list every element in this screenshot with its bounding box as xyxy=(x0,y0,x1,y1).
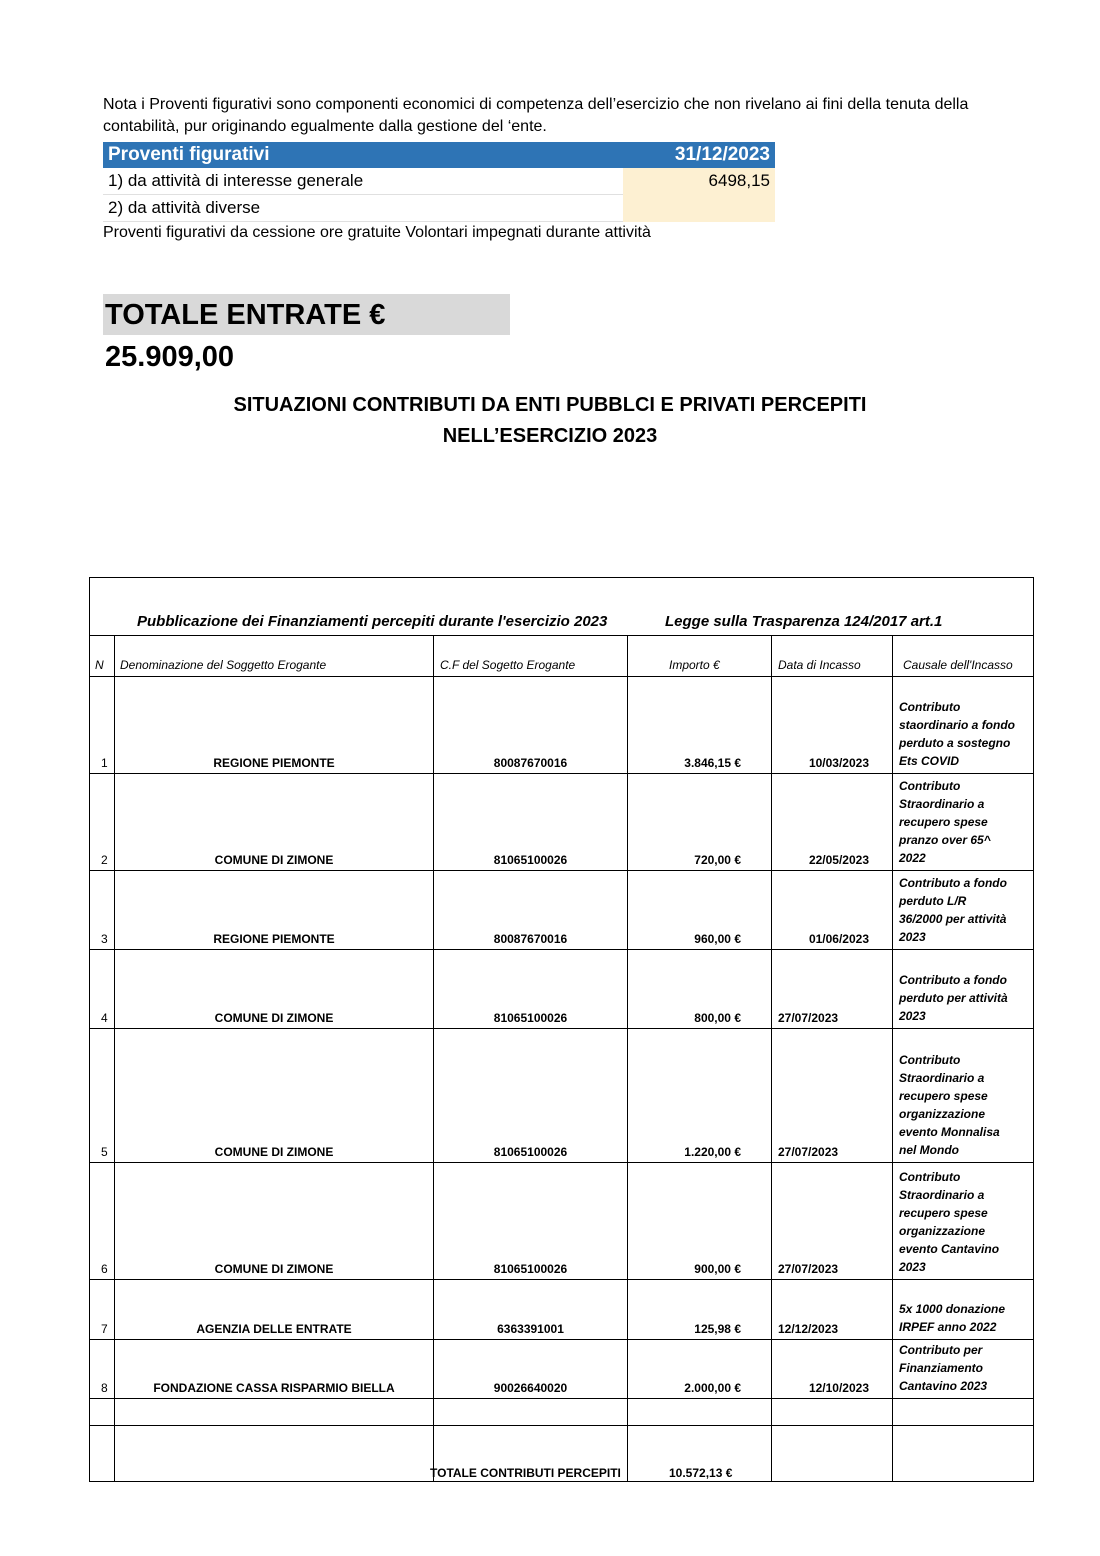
causale-line: recupero spese xyxy=(899,815,988,829)
causale-line: Ets COVID xyxy=(899,754,960,768)
row-causale xyxy=(899,1341,1031,1395)
col-header-causale: Causale dell'Incasso xyxy=(903,658,1013,672)
causale-line: recupero spese xyxy=(899,1089,988,1103)
causale-line: organizzazione xyxy=(899,1107,986,1121)
row-date: 22/05/2023 xyxy=(808,853,869,867)
row-name: COMUNE DI ZIMONE xyxy=(214,1011,334,1025)
causale-line: staordinario a fondo xyxy=(899,718,1016,732)
causale-line: Straordinario a xyxy=(899,1188,985,1202)
proventi-date: 31/12/2023 xyxy=(623,142,775,168)
row-date: 01/06/2023 xyxy=(808,932,869,946)
table-title: Pubblicazione dei Finanziamenti percepiti durante l'esercizio 2023 xyxy=(137,613,608,630)
causale-line: Straordinario a xyxy=(899,797,985,811)
row-causale xyxy=(899,1051,1031,1159)
row-number: 4 xyxy=(101,1011,108,1025)
total-label: TOTALE CONTRIBUTI PERCEPITI xyxy=(430,1466,621,1480)
proventi-row-label: 1) da attività di interesse generale xyxy=(103,168,623,195)
causale-line: evento Monnalisa xyxy=(899,1125,1000,1139)
causale-line: pranzo over 65^ xyxy=(899,833,991,847)
row-name: FONDAZIONE CASSA RISPARMIO BIELLA xyxy=(153,1381,395,1395)
row-date: 27/07/2023 xyxy=(778,1011,839,1025)
row-cf: 81065100026 xyxy=(493,1145,568,1159)
row-amount: 720,00 € xyxy=(694,853,741,867)
total-value: 10.572,13 € xyxy=(669,1466,733,1480)
causale-line: Contributo xyxy=(899,700,961,714)
row-causale xyxy=(899,971,1031,1025)
col-header-cf: C.F del Sogetto Erogante xyxy=(440,658,576,672)
row-cf: 80087670016 xyxy=(493,932,568,946)
row-date: 12/10/2023 xyxy=(808,1381,869,1395)
row-amount: 800,00 € xyxy=(694,1011,741,1025)
row-name: COMUNE DI ZIMONE xyxy=(214,853,334,867)
proventi-header: Proventi figurativi xyxy=(103,142,623,168)
causale-line: perduto per attività xyxy=(899,991,1008,1005)
row-date: 27/07/2023 xyxy=(778,1262,839,1276)
causale-line: perduto L/R xyxy=(899,894,967,908)
row-date: 12/12/2023 xyxy=(778,1322,839,1336)
row-name: REGIONE PIEMONTE xyxy=(213,756,335,770)
row-cf: 81065100026 xyxy=(493,1011,568,1025)
row-number: 6 xyxy=(101,1262,108,1276)
causale-line: Contributo xyxy=(899,1053,961,1067)
proventi-figurativi-table xyxy=(103,142,775,222)
causale-line: Contributo per xyxy=(899,1343,983,1357)
causale-line: Contributo xyxy=(899,1170,961,1184)
row-name: COMUNE DI ZIMONE xyxy=(214,1262,334,1276)
row-number: 7 xyxy=(101,1322,108,1336)
row-number: 2 xyxy=(101,853,108,867)
causale-line: Contributo a fondo xyxy=(899,876,1007,890)
causale-line: evento Cantavino xyxy=(899,1242,1000,1256)
proventi-footer: Proventi figurativi da cessione ore gratuite Volontari impegnati durante attività xyxy=(103,224,651,241)
causale-line: nel Mondo xyxy=(899,1143,959,1157)
section-heading: SITUAZIONI CONTRIBUTI DA ENTI PUBBLCI E PRIVATI PERCEPITI xyxy=(233,394,867,416)
row-amount: 960,00 € xyxy=(694,932,741,946)
table-law: Legge sulla Trasparenza 124/2017 art.1 xyxy=(665,613,943,630)
table-rule xyxy=(892,635,893,1482)
col-header-amount: Importo € xyxy=(669,658,720,672)
causale-line: Contributo a fondo xyxy=(899,973,1007,987)
row-amount: 1.220,00 € xyxy=(684,1145,741,1159)
causale-line: 2023 xyxy=(899,1009,926,1023)
row-amount: 2.000,00 € xyxy=(684,1381,741,1395)
row-amount: 3.846,15 € xyxy=(684,756,741,770)
proventi-row-value: 6498,15 xyxy=(623,168,775,195)
causale-line: Finanziamento xyxy=(899,1361,984,1375)
causale-line: 2022 xyxy=(899,851,926,865)
col-header-date: Data di Incasso xyxy=(778,658,861,672)
row-cf: 6363391001 xyxy=(497,1322,564,1336)
section-heading-line2: NELL’ESERCIZIO 2023 xyxy=(442,425,658,447)
row-causale xyxy=(899,698,1031,770)
row-date: 27/07/2023 xyxy=(778,1145,839,1159)
row-cf: 81065100026 xyxy=(493,1262,568,1276)
row-number: 3 xyxy=(101,932,108,946)
causale-line: perduto a sostegno xyxy=(899,736,1011,750)
row-number: 5 xyxy=(101,1145,108,1159)
causale-line: IRPEF anno 2022 xyxy=(899,1320,997,1334)
row-amount: 900,00 € xyxy=(694,1262,741,1276)
causale-line: organizzazione xyxy=(899,1224,986,1238)
col-header-name: Denominazione del Soggetto Erogante xyxy=(120,658,327,672)
col-header-n: N xyxy=(95,658,104,672)
row-date: 10/03/2023 xyxy=(808,756,869,770)
row-causale xyxy=(899,1168,1031,1276)
row-name: REGIONE PIEMONTE xyxy=(213,932,335,946)
causale-line: 5x 1000 donazione xyxy=(899,1302,1006,1316)
row-cf: 90026640020 xyxy=(493,1381,568,1395)
causale-line: 36/2000 per attività xyxy=(899,912,1007,926)
row-number: 1 xyxy=(101,756,108,770)
row-cf: 81065100026 xyxy=(493,853,568,867)
row-name: COMUNE DI ZIMONE xyxy=(214,1145,334,1159)
totale-entrate: TOTALE ENTRATE € 25.909,00 xyxy=(103,294,510,335)
causale-line: Contributo xyxy=(899,779,961,793)
causale-line: Straordinario a xyxy=(899,1071,985,1085)
row-cf: 80087670016 xyxy=(493,756,568,770)
causale-line: Cantavino 2023 xyxy=(899,1379,988,1393)
proventi-row-label: 2) da attività diverse xyxy=(103,195,623,222)
row-name: AGENZIA DELLE ENTRATE xyxy=(196,1322,352,1336)
row-causale xyxy=(899,777,1031,867)
row-causale xyxy=(899,874,1031,946)
note-text: Nota i Proventi figurativi sono componenti economici di competenza dell’esercizio che non rivelano ai fini della tenuta della contabilità, pur originando egualmente dalla gestione del ‘ente. xyxy=(103,96,969,135)
row-causale xyxy=(899,1300,1031,1336)
proventi-row-value xyxy=(623,195,775,222)
causale-line: 2023 xyxy=(899,930,926,944)
causale-line: recupero spese xyxy=(899,1206,988,1220)
causale-line: 2023 xyxy=(899,1260,926,1274)
row-number: 8 xyxy=(101,1381,108,1395)
row-amount: 125,98 € xyxy=(694,1322,741,1336)
